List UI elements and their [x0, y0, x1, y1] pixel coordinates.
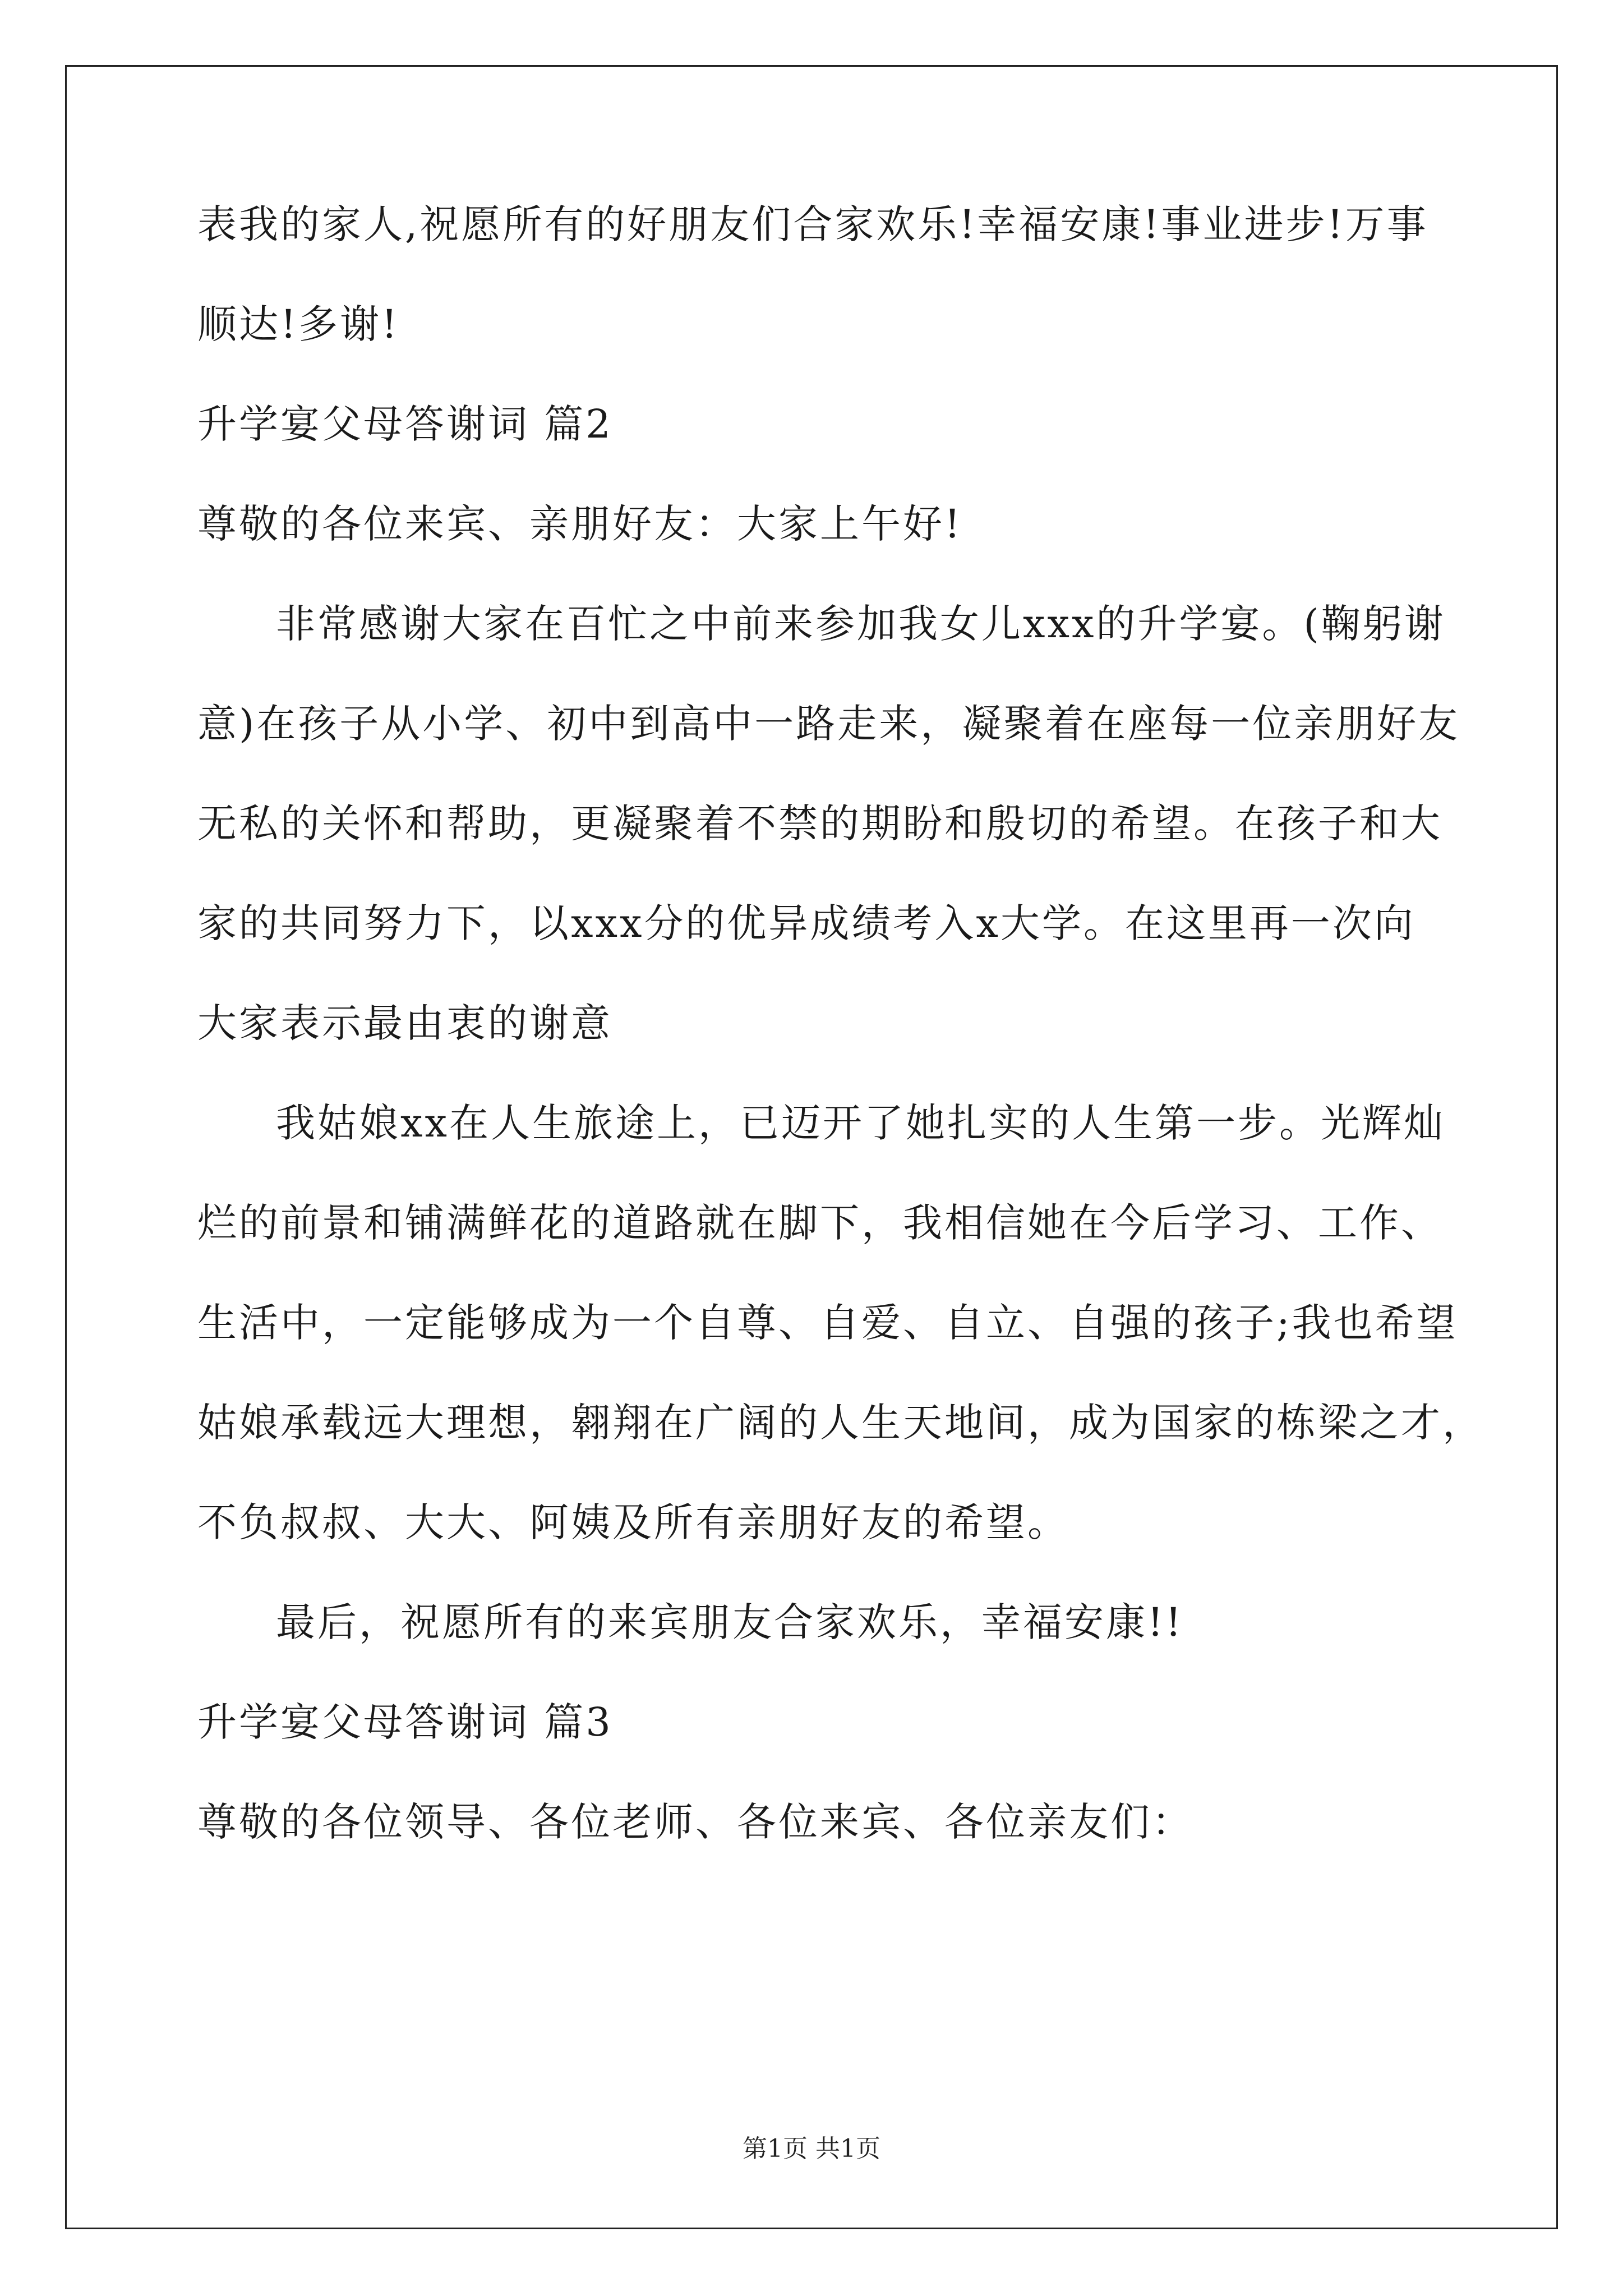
page-number-footer: 第1页 共1页	[743, 2134, 880, 2163]
text-line: 不负叔叔、大大、阿姨及所有亲朋好友的希望。	[197, 1499, 1069, 1545]
salutation: 尊敬的各位来宾、亲朋好友：大家上午好!	[197, 501, 963, 547]
text-line: 生活中，一定能够成为一个自尊、自爱、自立、自强的孩子;我也希望	[197, 1300, 1458, 1346]
paragraph-start: 最后，祝愿所有的来宾朋友合家欢乐，幸福安康!!	[276, 1599, 1184, 1645]
text-line: 顺达!多谢!	[197, 301, 400, 347]
salutation: 尊敬的各位领导、各位老师、各位来宾、各位亲友们：	[197, 1799, 1193, 1845]
text-line: 表我的家人,祝愿所有的好朋友们合家欢乐!幸福安康!事业进步!万事	[197, 201, 1428, 247]
paragraph-start: 我姑娘xx在人生旅途上，已迈开了她扎实的人生第一步。光辉灿	[276, 1100, 1445, 1146]
document-body	[197, 201, 1484, 1902]
text-line: 意)在孩子从小学、初中到高中一路走来，凝聚着在座每一位亲朋好友	[197, 701, 1460, 747]
text-line: 无私的关怀和帮助，更凝聚着不禁的期盼和殷切的希望。在孩子和大	[197, 800, 1442, 846]
section-heading: 升学宴父母答谢词 篇3	[197, 1699, 613, 1745]
text-line: 大家表示最由衷的谢意	[197, 1000, 612, 1046]
text-line: 姑娘承载远大理想，翱翔在广阔的人生天地间，成为国家的栋梁之才，	[197, 1400, 1484, 1446]
section-heading: 升学宴父母答谢词 篇2	[197, 401, 613, 447]
text-line: 家的共同努力下，以xxx分的优异成绩考入x大学。在这里再一次向	[197, 900, 1415, 946]
text-line: 烂的前景和铺满鲜花的道路就在脚下，我相信她在今后学习、工作、	[197, 1200, 1442, 1246]
paragraph-start: 非常感谢大家在百忙之中前来参加我女儿xxx的升学宴。(鞠躬谢	[276, 601, 1446, 647]
